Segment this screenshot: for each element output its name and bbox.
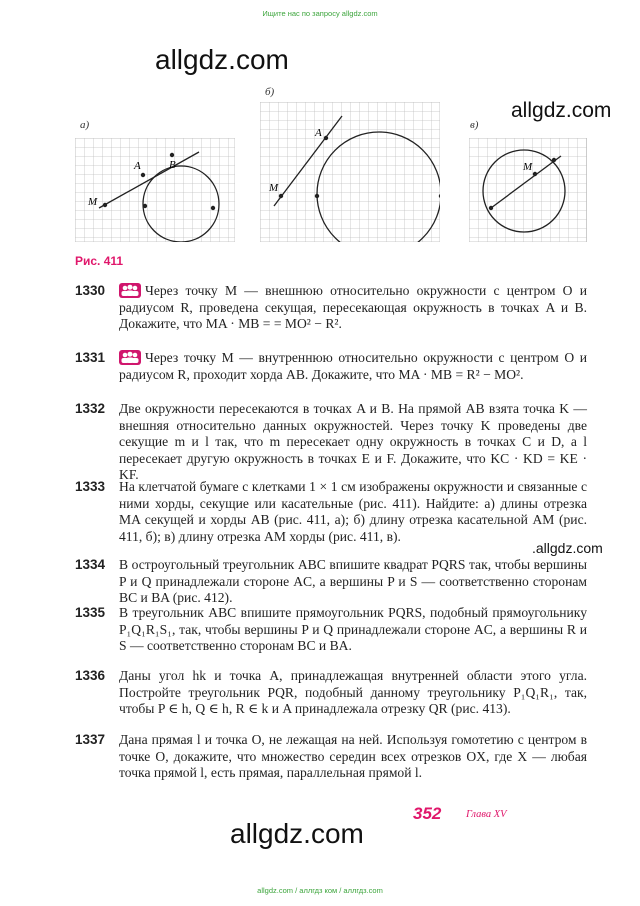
point (315, 194, 319, 198)
label-a: A (315, 127, 322, 139)
problem-text: Через точку M — внутреннюю относительно окружности с центром O и радиусом R, проходит хорда AB. Докажите, что MA · MB = R² − MO². (119, 350, 587, 382)
point-a (141, 173, 145, 177)
point-m (533, 172, 537, 176)
watermark-bottom: allgdz.com (230, 818, 364, 849)
problem-number: 1330 (75, 283, 106, 298)
point-a (324, 136, 328, 140)
point (143, 204, 147, 208)
label-a: A (134, 160, 141, 172)
problem-number: 1332 (75, 401, 106, 416)
watermark-top-right: allgdz.com (511, 99, 612, 122)
figure-panel-c (469, 138, 587, 242)
problem-number: 1331 (75, 350, 106, 365)
problem-text: Две окружности пересекаются в точках A и B. На прямой AB взята точка K — внешняя относительно данных окружностей. Через точку K проведены две секущие m и l так, что m пересекает одну окружность в точках C и D, а l пересекает другую окружность в точках E и F. Докажите, что KC · KD = KE · KF. (119, 401, 587, 483)
problem-text: В треугольник ABC впишите прямоугольник PQRS, подобный прямоугольнику P₁Q₁R₁S₁, так, чтобы вершины P и Q принадлежали стороне AC, а вершины R и S — соответственно сторонам BC и BA. (119, 605, 587, 654)
watermark-top-left: allgdz.com (155, 44, 289, 75)
label-m: M (523, 161, 533, 173)
watermark-inline: .allgdz.com (532, 540, 603, 556)
figure-panel-b (260, 102, 440, 242)
panel-label-a: а) (80, 119, 90, 131)
label-m: M (269, 182, 279, 194)
problem-text: Через точку M — внешнюю относительно окружности с центром O и радиусом R, проведена секущая, пересекающая окружность в точках A и B. Докажите, что MA · MB = = MO² − R². (119, 283, 587, 332)
panel-label-c: в) (470, 119, 479, 131)
search-hint[interactable]: Ищите нас по запросу allgdz.com (262, 9, 378, 18)
point (552, 158, 556, 162)
problem-number: 1333 (75, 479, 106, 494)
point (211, 206, 215, 210)
problem-text: На клетчатой бумаге с клетками 1 × 1 см изображены окружности и связанные с ними хорды, секущие или касательные (рис. 411). Найдите: а) длины отрезка MA секущей и хорды AB (рис. 411, а); б) длину отрезка касательной AM (рис. 411, б); в) длину отрезка AM хорды (рис. 411, в). (119, 479, 587, 544)
label-m: M (88, 196, 98, 208)
point-m (279, 194, 283, 198)
problem-number: 1336 (75, 668, 106, 683)
figure-panel-a (75, 138, 235, 242)
label-b: B (169, 159, 176, 171)
footer-links[interactable]: allgdz.com / аллгдз ком / аллгдз.com (257, 886, 383, 895)
problem-number: 1337 (75, 732, 106, 747)
point-b (170, 153, 174, 157)
panel-label-b: б) (265, 86, 275, 98)
problem-number: 1335 (75, 605, 106, 620)
page-number: 352 (413, 804, 442, 823)
chapter-label: Глава XV (466, 809, 507, 820)
problem-text: Даны угол hk и точка A, принадлежащая внутренней области этого угла. Постройте треугольник PQR, подобный данному треугольнику P₁Q₁R₁, так, чтобы P ∈ h, Q ∈ h, R ∈ k и A принадлежала отрезку QR (рис. 413). (119, 668, 587, 717)
point-m (103, 203, 107, 207)
point (489, 206, 493, 210)
problem-text: Дана прямая l и точка O, не лежащая на ней. Используя гомотетию с центром в точке O, докажите, что множество середин всех отрезков OX, где X — любая точка прямой l, есть прямая, параллельная прямой l. (119, 732, 587, 781)
problem-text: В остроугольный треугольник ABC впишите квадрат PQRS так, чтобы вершины P и Q принадлежали стороне AC, а вершины P и S — соответственно сторонам BC и BA (рис. 412). (119, 557, 587, 606)
figure-caption: Рис. 411 (75, 254, 124, 268)
problem-number: 1334 (75, 557, 106, 572)
